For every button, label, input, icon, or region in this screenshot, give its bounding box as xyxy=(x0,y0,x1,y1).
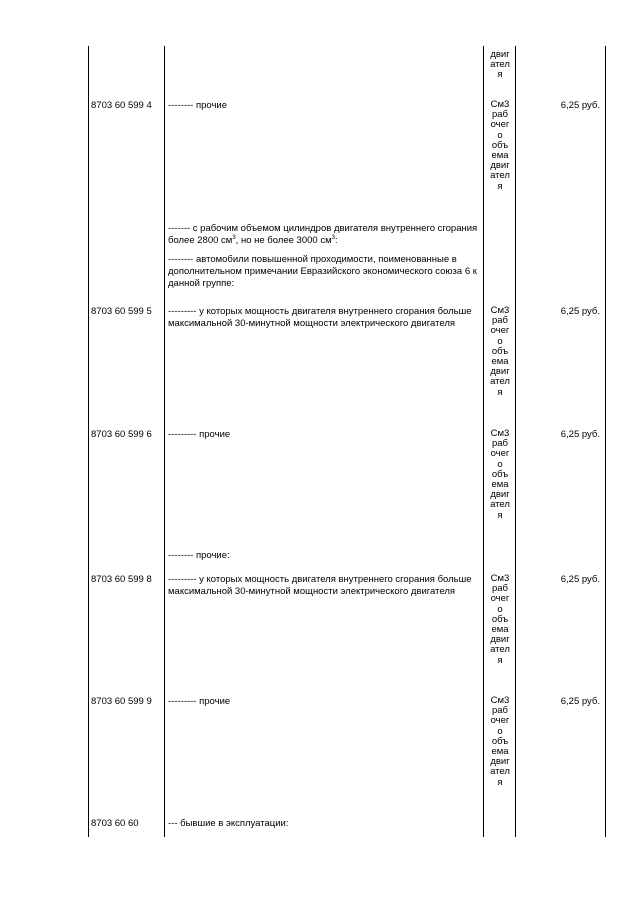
unit-of-measure: См3 раб очег о объ ема двиг ател я xyxy=(490,573,510,666)
tariff-code: 8703 60 599 4 xyxy=(91,100,152,111)
table-border-desc-unit xyxy=(483,46,484,837)
item-description: --- бывшие в эксплуатации: xyxy=(168,818,289,829)
table-border-left xyxy=(88,46,89,837)
tariff-code: 8703 60 60 xyxy=(91,818,139,829)
table-border-code-desc xyxy=(164,46,165,837)
unit-of-measure: См3 раб очег о объ ема двиг ател я xyxy=(490,99,510,192)
unit-continuation: двиг ател я xyxy=(490,49,510,81)
item-description: --------- у которых мощность двигателя внутреннего сгорания больше максимальной 30-минутной мощности электрического двигателя xyxy=(168,306,472,329)
item-description: --------- у которых мощность двигателя внутреннего сгорания больше максимальной 30-минутной мощности электрического двигателя xyxy=(168,574,472,597)
duty-rate: 6,25 руб. xyxy=(560,696,600,707)
table-border-unit-rate xyxy=(515,46,516,837)
unit-of-measure: См3 раб очег о объ ема двиг ател я xyxy=(490,428,510,521)
tariff-code: 8703 60 599 5 xyxy=(91,306,152,317)
table-border-right xyxy=(605,46,606,837)
tariff-code: 8703 60 599 8 xyxy=(91,574,152,585)
unit-of-measure: См3 раб очег о объ ема двиг ател я xyxy=(490,305,510,398)
duty-rate: 6,25 руб. xyxy=(560,100,600,111)
item-description: --------- прочие xyxy=(168,429,231,440)
tariff-code: 8703 60 599 9 xyxy=(91,696,152,707)
item-description: -------- прочие: xyxy=(168,550,230,561)
duty-rate: 6,25 руб. xyxy=(560,574,600,585)
tariff-code: 8703 60 599 6 xyxy=(91,429,152,440)
item-description: -------- прочие xyxy=(168,100,227,111)
unit-of-measure: См3 раб очег о объ ема двиг ател я xyxy=(490,695,510,788)
duty-rate: 6,25 руб. xyxy=(560,306,600,317)
item-description xyxy=(168,223,480,290)
duty-rate: 6,25 руб. xyxy=(560,429,600,440)
group-heading: ------- с рабочим объемом цилиндров двигателя внутреннего сгорания более 2800 $см^3$, но не более 3000 $см^3$: xyxy=(168,223,478,246)
subgroup-heading: -------- автомобили повышенной проходимости, поименованные в дополнительном примечании Евразийского экономического союза 6 к данной группе: xyxy=(168,254,477,289)
item-description: --------- прочие xyxy=(168,696,231,707)
